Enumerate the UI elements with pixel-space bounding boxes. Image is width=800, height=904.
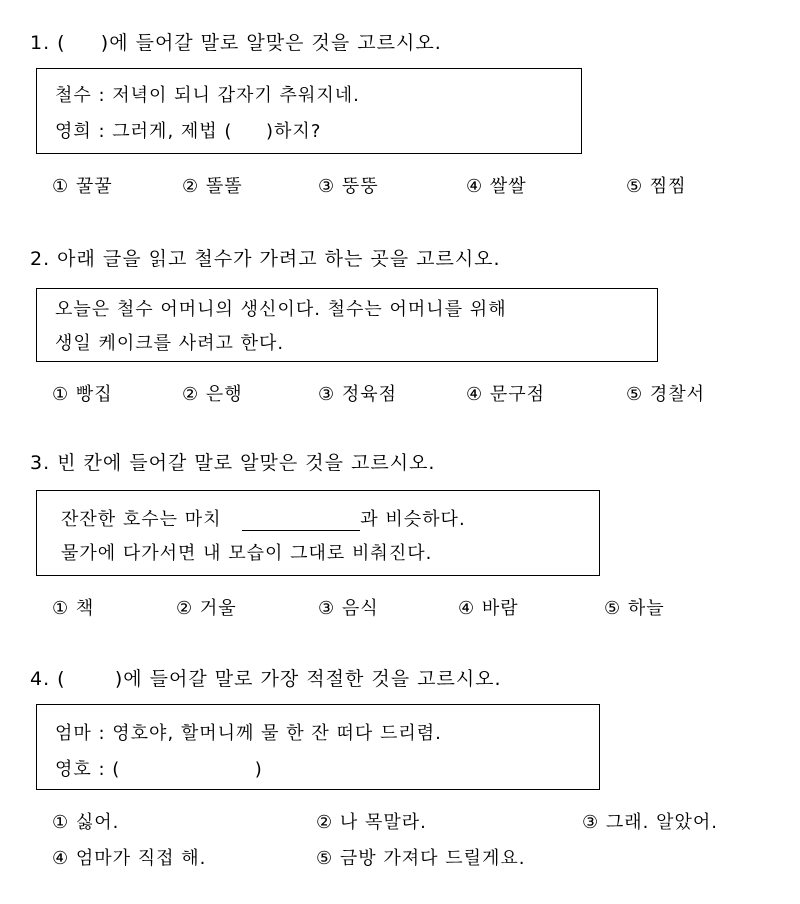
question-1-title: 1. ( )에 들어갈 말로 알맞은 것을 고르시오.: [30, 32, 442, 54]
question-1-passage-line-2: 영희 : 그러게, 제법 ( )하지?: [55, 121, 322, 142]
question-1-option-4[interactable]: ④ 쌀쌀: [466, 176, 527, 197]
question-4-option-5[interactable]: ⑤ 금방 가져다 드릴게요.: [316, 848, 526, 869]
question-3-option-2[interactable]: ② 거울: [176, 598, 237, 619]
question-4-passage-line-2: 영호 : ( ): [55, 759, 263, 780]
question-1-option-3[interactable]: ③ 뚱뚱: [318, 176, 379, 197]
question-1-option-1[interactable]: ① 꿀꿀: [52, 176, 113, 197]
question-4-passage-box: [36, 704, 600, 790]
question-1-passage-box: [36, 68, 582, 154]
question-3-option-4[interactable]: ④ 바람: [458, 598, 519, 619]
question-4-title: 4. ( )에 들어갈 말로 가장 적절한 것을 고르시오.: [30, 668, 502, 690]
question-2-option-2[interactable]: ② 은행: [182, 384, 243, 405]
question-4-option-1[interactable]: ① 싫어.: [52, 812, 120, 833]
blank-underline: [242, 509, 360, 531]
question-3-passage-line-1: [61, 505, 466, 531]
question-3-passage-text-before: 잔잔한 호수는 마치: [61, 509, 229, 530]
question-2-option-5[interactable]: ⑤ 경찰서: [626, 384, 706, 405]
question-1-passage-line-1: 철수 : 저녁이 되니 갑자기 추워지네.: [55, 85, 360, 106]
question-3-option-5[interactable]: ⑤ 하늘: [604, 598, 665, 619]
question-4-option-2[interactable]: ② 나 목말라.: [316, 812, 427, 833]
question-2-passage-box: [36, 288, 658, 362]
question-3-option-3[interactable]: ③ 음식: [318, 598, 379, 619]
question-3-passage-line-2: 물가에 다가서면 내 모습이 그대로 비춰진다.: [61, 543, 433, 564]
question-2-passage-line-2: 생일 케이크를 사려고 한다.: [55, 333, 285, 354]
question-4-passage-line-1: 엄마 : 영호야, 할머니께 물 한 잔 떠다 드리렴.: [55, 723, 442, 744]
question-2-passage-line-1: 오늘은 철수 어머니의 생신이다. 철수는 어머니를 위해: [55, 299, 507, 320]
question-3-title: 3. 빈 칸에 들어갈 말로 알맞은 것을 고르시오.: [30, 452, 436, 474]
question-1-option-2[interactable]: ② 똘똘: [182, 176, 243, 197]
question-2-title: 2. 아래 글을 읽고 철수가 가려고 하는 곳을 고르시오.: [30, 248, 501, 270]
question-2-option-4[interactable]: ④ 문구점: [466, 384, 546, 405]
question-2-option-3[interactable]: ③ 정육점: [318, 384, 398, 405]
question-2-option-1[interactable]: ① 빵집: [52, 384, 113, 405]
question-3-passage-text-after: 과 비슷하다.: [360, 509, 466, 530]
question-3-passage-box: [36, 490, 600, 576]
question-3-option-1[interactable]: ① 책: [52, 598, 95, 619]
question-1-option-5[interactable]: ⑤ 찜찜: [626, 176, 687, 197]
question-4-option-3[interactable]: ③ 그래. 알았어.: [582, 812, 718, 833]
question-4-option-4[interactable]: ④ 엄마가 직접 해.: [52, 848, 207, 869]
